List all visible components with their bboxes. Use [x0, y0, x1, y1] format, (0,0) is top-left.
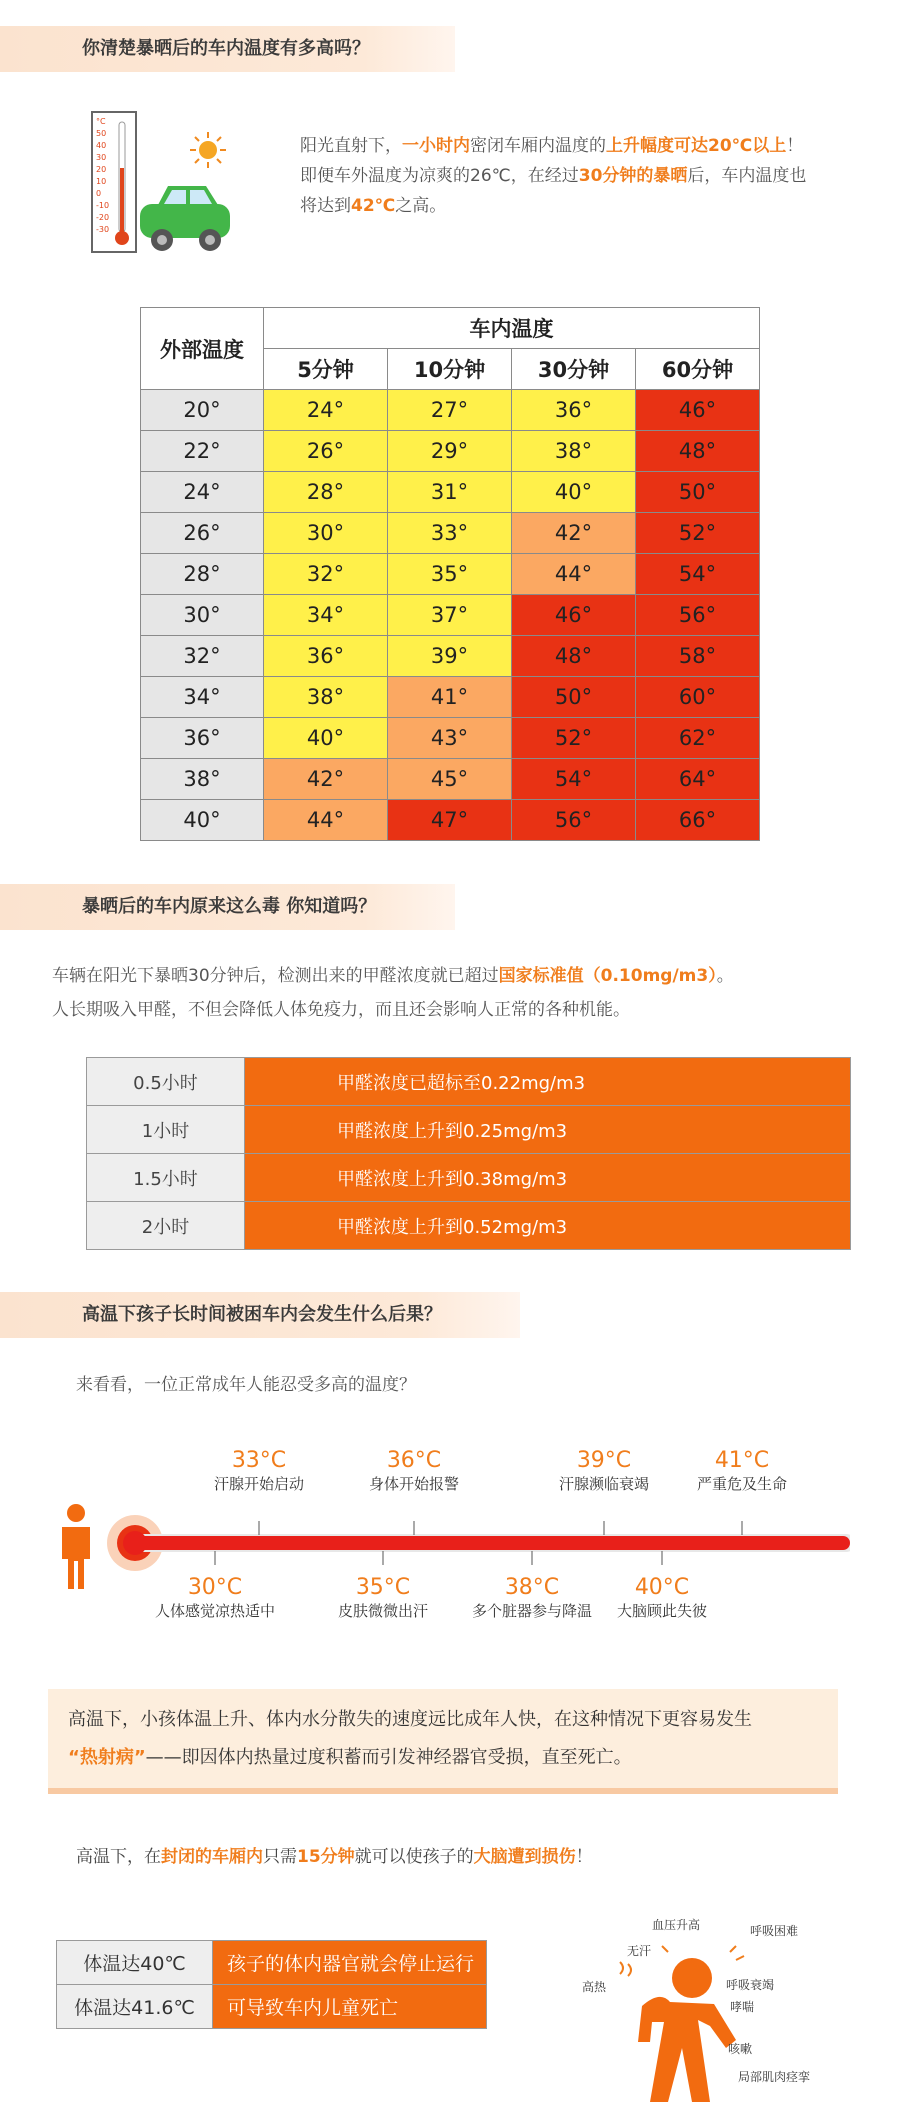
- section-heading-child-risk: 高温下孩子长时间被困车内会发生什么后果？: [0, 1292, 520, 1338]
- inside-temp-cell: 44°: [512, 554, 636, 595]
- inside-temp-cell: 27°: [388, 390, 512, 431]
- car-temperature-table: [140, 307, 760, 841]
- inside-temp-cell: 64°: [636, 759, 760, 800]
- inside-temp-cell: 37°: [388, 595, 512, 636]
- thermometer-tick: -30: [96, 225, 110, 234]
- inside-temp-cell: 24°: [264, 390, 388, 431]
- duration-cell: 1.5小时: [87, 1154, 245, 1202]
- symptom-spasm: 局部肌肉痉挛: [738, 2070, 811, 2084]
- symptom-asthma: 哮喘: [730, 2000, 755, 2014]
- inside-temp-cell: 40°: [264, 718, 388, 759]
- concentration-cell: 甲醛浓度上升到0.52mg/m3: [245, 1202, 851, 1250]
- table-row: [141, 472, 760, 513]
- header-outside-temp: 外部温度: [141, 308, 264, 390]
- header-inside-temp: 车内温度: [264, 308, 760, 349]
- thermometer-tick: 30: [96, 153, 107, 162]
- inside-temp-cell: 45°: [388, 759, 512, 800]
- thermometer-tick: 10: [96, 177, 107, 186]
- inside-temp-cell: 40°: [512, 472, 636, 513]
- inside-temp-cell: 36°: [264, 636, 388, 677]
- inside-temp-cell: 58°: [636, 636, 760, 677]
- table-row: [87, 1058, 851, 1106]
- formaldehyde-paragraph: 车辆在阳光下暴晒30分钟后，检测出来的甲醛浓度就已超过国家标准值（0.10mg/m3）。 人长期吸入甲醛，不但会降低人体免疫力，而且还会影响人正常的各种机能。: [52, 966, 734, 1020]
- thermometer-tick: 0: [96, 189, 102, 198]
- thermometer-tick: -20: [96, 213, 110, 222]
- temp-33: 33°C 汗腺开始启动: [213, 1448, 304, 1493]
- table-row: [141, 759, 760, 800]
- symptom-bp: 血压升高: [652, 1918, 701, 1932]
- inside-temp-cell: 26°: [264, 431, 388, 472]
- temp-36: 36°C 身体开始报警: [368, 1448, 459, 1493]
- thermometer-tick: 50: [96, 129, 107, 138]
- concentration-cell: 甲醛浓度上升到0.38mg/m3: [245, 1154, 851, 1202]
- table-row: [57, 1941, 487, 1985]
- consequence-cell: 可导致车内儿童死亡: [213, 1985, 487, 2029]
- inside-temp-cell: 54°: [636, 554, 760, 595]
- inside-temp-cell: 39°: [388, 636, 512, 677]
- tolerance-question: 来看看，一位正常成年人能忍受多高的温度？: [76, 1375, 416, 1395]
- inside-temp-cell: 30°: [264, 513, 388, 554]
- temp-40: 40°C 大脑顾此失彼: [616, 1575, 707, 1620]
- inside-temp-cell: 50°: [636, 472, 760, 513]
- table-row: [87, 1106, 851, 1154]
- inside-temp-cell: 66°: [636, 800, 760, 841]
- table-row: [141, 800, 760, 841]
- inside-temp-cell: 56°: [512, 800, 636, 841]
- table-row: [141, 513, 760, 554]
- temp-35: 35°C 皮肤微微出汗: [337, 1575, 428, 1620]
- duration-cell: 0.5小时: [87, 1058, 245, 1106]
- symptom-resp-failure: 呼吸衰竭: [726, 1978, 775, 1992]
- duration-cell: 1小时: [87, 1106, 245, 1154]
- inside-temp-cell: 62°: [636, 718, 760, 759]
- concentration-cell: 甲醛浓度已超标至0.22mg/m3: [245, 1058, 851, 1106]
- outside-temp-cell: 28°: [141, 554, 264, 595]
- inside-temp-cell: 52°: [636, 513, 760, 554]
- inside-temp-cell: 32°: [264, 554, 388, 595]
- inside-temp-cell: 29°: [388, 431, 512, 472]
- inside-temp-cell: 52°: [512, 718, 636, 759]
- inside-temp-cell: 43°: [388, 718, 512, 759]
- outside-temp-cell: 38°: [141, 759, 264, 800]
- temp-39: 39°C 汗腺濒临衰竭: [558, 1448, 649, 1493]
- outside-temp-cell: 40°: [141, 800, 264, 841]
- body-temp-cell: 体温达41.6℃: [57, 1985, 213, 2029]
- duration-cell: 2小时: [87, 1202, 245, 1250]
- table-row: [87, 1154, 851, 1202]
- outside-temp-cell: 22°: [141, 431, 264, 472]
- inside-temp-cell: 28°: [264, 472, 388, 513]
- temp-41: 41°C 严重危及生命: [696, 1448, 787, 1493]
- inside-temp-cell: 34°: [264, 595, 388, 636]
- column-header: 5分钟: [264, 349, 388, 390]
- thermometer-tick: -10: [96, 201, 110, 210]
- symptom-cough: 咳嗽: [728, 2042, 753, 2056]
- inside-temp-cell: 60°: [636, 677, 760, 718]
- table-row: [141, 718, 760, 759]
- inside-temp-cell: 41°: [388, 677, 512, 718]
- symptom-no-sweat: 无汗: [627, 1944, 652, 1958]
- inside-temp-cell: 46°: [636, 390, 760, 431]
- consequence-cell: 孩子的体内器官就会停止运行: [213, 1941, 487, 1985]
- heatstroke-note: 高温下，小孩体温上升、体内水分散失的速度远比成年人快，在这种情况下更容易发生 “热射病”——即因体内热量过度积蓄而引发神经器官受损，直至死亡。: [48, 1689, 838, 1794]
- inside-temp-cell: 38°: [264, 677, 388, 718]
- outside-temp-cell: 20°: [141, 390, 264, 431]
- thermometer-tick: 40: [96, 141, 107, 150]
- brain-damage-warning: 高温下，在封闭的车厢内只需15分钟就可以使孩子的大脑遭到损伤！: [76, 1847, 593, 1867]
- inside-temp-cell: 47°: [388, 800, 512, 841]
- inside-temp-cell: 44°: [264, 800, 388, 841]
- outside-temp-cell: 36°: [141, 718, 264, 759]
- inside-temp-cell: 33°: [388, 513, 512, 554]
- inside-temp-cell: 54°: [512, 759, 636, 800]
- inside-temp-cell: 50°: [512, 677, 636, 718]
- column-header: 10分钟: [388, 349, 512, 390]
- inside-temp-cell: 42°: [512, 513, 636, 554]
- outside-temp-cell: 24°: [141, 472, 264, 513]
- table-row: [141, 677, 760, 718]
- outside-temp-cell: 30°: [141, 595, 264, 636]
- sun-icon: [188, 130, 228, 170]
- temp-30: 30°C 人体感觉凉热适中: [154, 1575, 275, 1620]
- inside-temp-cell: 48°: [512, 636, 636, 677]
- table-row: [141, 390, 760, 431]
- outside-temp-cell: 26°: [141, 513, 264, 554]
- inside-temp-cell: 48°: [636, 431, 760, 472]
- inside-temp-cell: 42°: [264, 759, 388, 800]
- inside-temp-cell: 31°: [388, 472, 512, 513]
- outside-temp-cell: 32°: [141, 636, 264, 677]
- inside-temp-cell: 38°: [512, 431, 636, 472]
- column-header: 30分钟: [512, 349, 636, 390]
- table-row: [141, 595, 760, 636]
- table-row: [141, 554, 760, 595]
- inside-temp-cell: 36°: [512, 390, 636, 431]
- concentration-cell: 甲醛浓度上升到0.25mg/m3: [245, 1106, 851, 1154]
- thermometer-tick: 20: [96, 165, 107, 174]
- formaldehyde-table: [86, 1057, 851, 1250]
- thermometer-tick: °C: [96, 117, 106, 126]
- table-row: [87, 1202, 851, 1250]
- column-header: 60分钟: [636, 349, 760, 390]
- table-row: [141, 636, 760, 677]
- outside-temp-cell: 34°: [141, 677, 264, 718]
- inside-temp-cell: 56°: [636, 595, 760, 636]
- section-heading-car-temp: 你清楚暴晒后的车内温度有多高吗？: [0, 26, 455, 72]
- table-row: [141, 431, 760, 472]
- table-row: [57, 1985, 487, 2029]
- intro-paragraph: 阳光直射下，一小时内密闭车厢内温度的上升幅度可达20℃以上！ 即便车外温度为凉爽的26℃，在经过30分钟的暴晒后，车内温度也 将达到42℃之高。: [300, 136, 807, 216]
- section-heading-formaldehyde: 暴晒后的车内原来这么毒 你知道吗？: [0, 884, 455, 930]
- symptom-breathing: 呼吸困难: [750, 1924, 799, 1938]
- body-temp-cell: 体温达40℃: [57, 1941, 213, 1985]
- temp-38: 38°C 多个脏器参与降温: [471, 1575, 592, 1620]
- symptom-fever: 高热: [582, 1980, 607, 1994]
- child-body-temp-table: [56, 1940, 487, 2029]
- inside-temp-cell: 35°: [388, 554, 512, 595]
- inside-temp-cell: 46°: [512, 595, 636, 636]
